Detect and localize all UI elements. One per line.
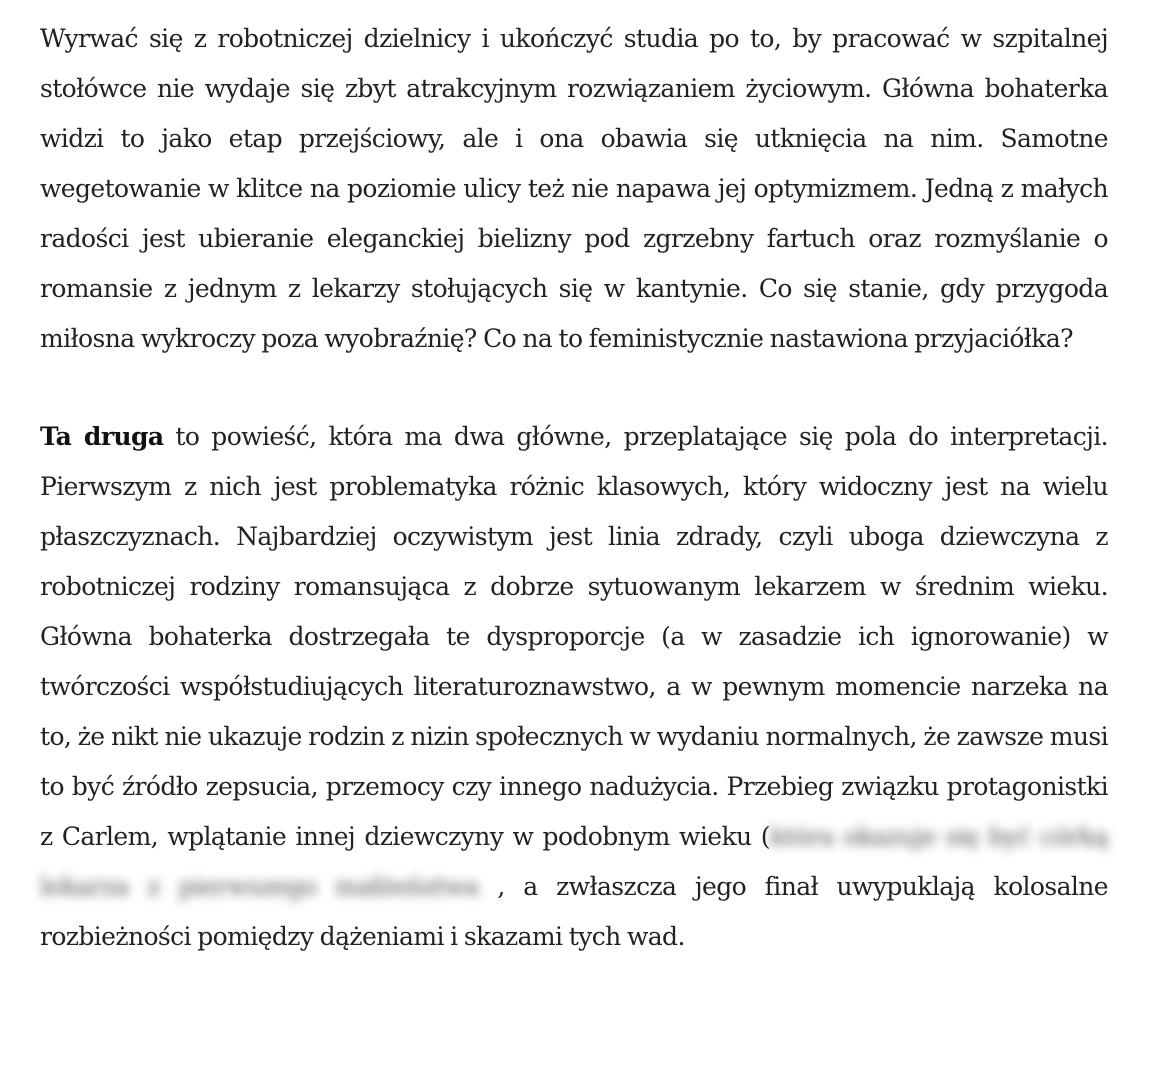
review-article	[40, 14, 1108, 962]
plot-summary-text: Wyrwać się z robotniczej dzielnicy i ukończyć studia po to, by pracować w szpitalnej stołówce nie wydaje się zbyt atrakcyjnym rozwiązaniem życiowym. Główna bohaterka widzi to jako etap przejściowy, ale i ona obawia się utknięcia na nim. Samotne wegetowanie w klitce na poziomie ulicy też nie napawa jej optymizmem. Jedną z małych radości jest ubieranie eleganckiej bielizny pod zgrzebny fartuch oraz rozmyślanie o romansie z jednym z lekarzy stołujących się w kantynie. Co się stanie, gdy przygoda miłosna wykroczy poza wyobraźnię? Co na to feministycznie nastawiona przyjaciółka?	[40, 24, 1108, 353]
interpretation-tail-text: , a zwłaszcza jego finał uwypuklają kolosalne rozbieżności pomiędzy dążeniami i skazami tych wad.	[40, 872, 1108, 951]
paragraph-plot-summary	[40, 14, 1108, 364]
paragraph-interpretation	[40, 412, 1108, 962]
spoiler-blurred-text[interactable]: która okazuje się być córką lekarza z pierwszego małżeństwa	[40, 822, 1109, 901]
book-title-lead: Ta druga	[40, 422, 164, 451]
interpretation-text: to powieść, która ma dwa główne, przeplatające się pola do interpretacji. Pierwszym z nich jest problematyka różnic klasowych, który widoczny jest na wielu płaszczyznach. Najbardziej oczywistym jest linia zdrady, czyli uboga dziewczyna z robotniczej rodziny romansująca z dobrze sytuowanym lekarzem w średnim wieku. Główna bohaterka dostrzegała te dysproporcje (a w zasadzie ich ignorowanie) w twórczości współstudiujących literaturoznawstwo, a w pewnym momencie narzeka na to, że nikt nie ukazuje rodzin z nizin społecznych w wydaniu normalnych, że zawsze musi to być źródło zepsucia, przemocy czy innego nadużycia. Przebieg związku protagonistki z Carlem, wplątanie innej dziewczyny w podobnym wieku (	[40, 422, 1108, 851]
